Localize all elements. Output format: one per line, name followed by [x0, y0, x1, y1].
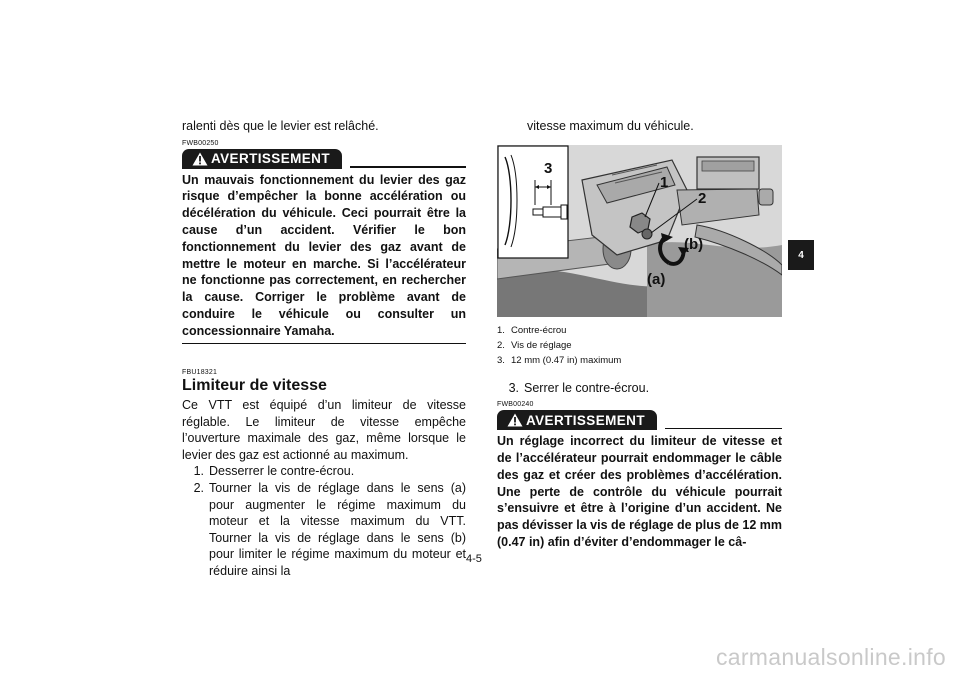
figure-label-2: 2	[698, 189, 707, 207]
figure-captions	[497, 323, 782, 368]
caption-text: 12 mm (0.47 in) maximum	[511, 354, 622, 366]
warning-text: Un réglage incorrect du limiteur de vitesse et de l’accélérateur pourrait endommager le câble des gaz et créer des problèmes d’accélération. Une perte de contrôle du véhicule pourrait s’ensuivre et être à l’origine d’un accident. Ne pas dévisser la vis de réglage de plus de 12 mm (0.47 in) afin d’éviter d’endommager le câ-	[497, 434, 782, 549]
warning-label: AVERTISSEMENT	[526, 412, 645, 428]
warning-badge	[497, 410, 657, 430]
figure-label-1: 1	[660, 173, 669, 191]
caption-item	[497, 323, 782, 338]
chapter-tab: 4	[788, 240, 814, 270]
step-number: 2.	[193, 481, 204, 496]
warning-text: Un mauvais fonctionnement du levier des gaz risque d’empêcher la bonne accélération ou décélération du véhicule. Ceci pourrait être la cause d’un accident. Vérifier le bon fonctionnement du levier des gaz avant de mettre le moteur en marche. Si l’accélérateur ne fonctionne pas correctement, en rechercher la cause. Corriger le problème avant de conduire le véhicule ou consulter un concessionnaire Yamaha.	[182, 172, 466, 338]
warning-triangle-icon	[192, 152, 208, 166]
throttle-figure	[497, 145, 782, 317]
step-number: 1.	[193, 464, 204, 479]
caption-text: Contre-écrou	[511, 324, 567, 336]
step-text: Serrer le contre-écrou.	[524, 380, 650, 395]
right-column	[497, 118, 782, 551]
caption-number: 1.	[497, 324, 505, 336]
figure-label-b: (b)	[684, 235, 704, 253]
list-item	[497, 380, 782, 397]
step-text: Desserrer le contre-écrou.	[209, 464, 355, 479]
continuation-text: vitesse maximum du véhicule.	[527, 119, 694, 133]
throttle-illustration	[497, 145, 782, 317]
caption-item	[497, 353, 782, 368]
page-number: 4-5	[466, 553, 482, 565]
step-number: 3.	[508, 380, 519, 395]
watermark: carmanualsonline.info	[715, 644, 946, 670]
section-body: Ce VTT est équipé d’un limiteur de vitesse réglable. Le limiteur de vitesse empêche l’ouverture maximale des gaz, même lorsque le levier des gaz est actionné au maximum.	[182, 398, 466, 462]
list-item	[182, 480, 466, 580]
steps-list-continued	[497, 380, 782, 397]
figure-label-a: (a)	[647, 270, 666, 288]
warning-bottom-rule	[182, 343, 466, 345]
step-text: Tourner la vis de réglage dans le sens (a) pour augmenter le régime maximum du moteur et la vitesse maximum du VTT. Tourner la vis de réglage dans le sens (b) pour limiter le régime maximum du moteur et réduire ainsi la	[209, 481, 466, 578]
caption-text: Vis de réglage	[511, 339, 572, 351]
warning-triangle-icon	[507, 413, 523, 427]
warning-code: FWB00250	[182, 139, 219, 147]
section-code: FBU18321	[182, 369, 218, 377]
left-column	[182, 118, 466, 580]
list-item	[182, 463, 466, 480]
steps-list	[182, 463, 466, 579]
warning-rule	[350, 166, 466, 168]
section-title: Limiteur de vitesse	[182, 377, 327, 395]
warning-badge	[182, 149, 342, 169]
warning-rule	[665, 428, 782, 430]
caption-number: 3.	[497, 354, 505, 366]
caption-item	[497, 338, 782, 353]
figure-label-3: 3	[544, 159, 553, 177]
intro-text: ralenti dès que le levier est relâché.	[182, 119, 379, 133]
warning-code: FWB00240	[497, 401, 534, 409]
caption-number: 2.	[497, 339, 505, 351]
warning-header	[182, 149, 466, 169]
warning-header	[497, 410, 782, 430]
warning-label: AVERTISSEMENT	[211, 151, 330, 167]
